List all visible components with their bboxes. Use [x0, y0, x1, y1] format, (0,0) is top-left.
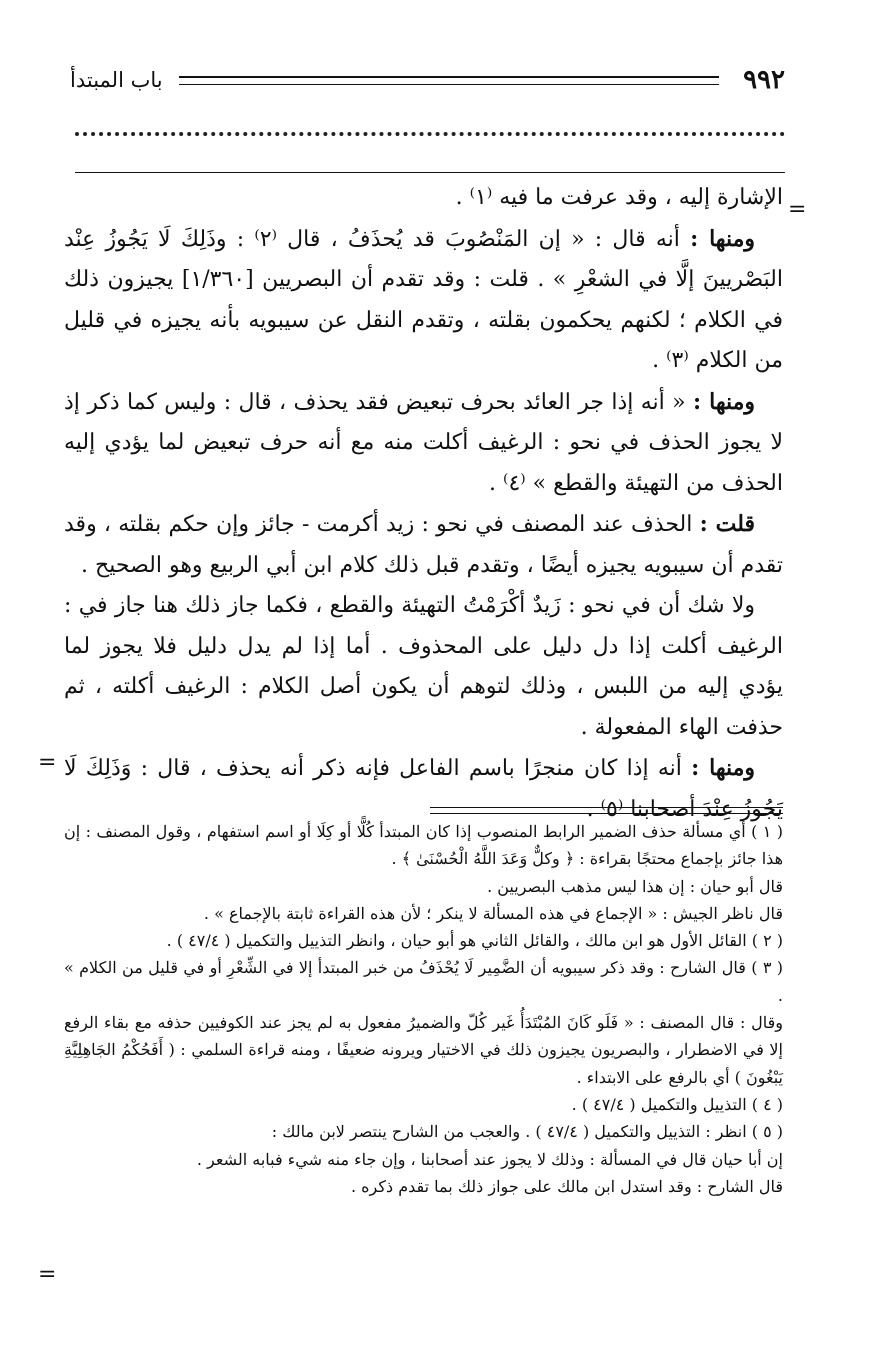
footnotes: [64, 818, 783, 1200]
footnote: وقال : قال المصنف : « فَلَو كَانَ المُبْتَدَأُ غَير كُلّ والضميرُ مفعول به لم يجز عند الكوفيين حذفه مع بقاء الرفع إلا في الاضطرار ، والبصريون يجيزون ذلك في الاختيار ويرونه ضعيفًا ، ومنه قراءة السلمي : ( أَفَحُكْمُ الجَاهِلِيَّةِ يَبْغُونَ ) أي بالرفع على الابتداء .: [64, 1013, 783, 1087]
footnote: إن أبا حيان قال في المسألة : وذلك لا يجوز عند أصحابنا ، وإن جاء منه شيء فبابه الشعر .: [196, 1149, 783, 1169]
page-number: ٩٩٢: [743, 65, 785, 95]
paragraph: [64, 382, 783, 505]
chapter-title: باب المبتدأ: [70, 68, 163, 92]
continuation-mark: =: [788, 197, 807, 222]
header-rule: [179, 76, 720, 85]
footnote: ( ٥ ) انظر : التذييل والتكميل ( ٤٧/٤ ) . والعجب من الشارح ينتصر لابن مالك :: [271, 1122, 783, 1142]
paragraph: [64, 219, 783, 382]
paragraph-text: أنه قال : « إن المَنْصُوبَ قد يُحذَفُ ، قال ⁽٢⁾ : وذَلِكَ لَا يَجُوزُ عِنْد البَصْريينَ إلَّا في الشعْرِ » . قلت : وقد تقدم أن البصريين [١/٣٦٠] يجيزون ذلك في الكلام ؛ لكنهم يحكمون بقلته ، وتقدم النقل عن سيبويه بأنه يجيزه في قليل من الكلام ⁽٣⁾ .: [64, 226, 783, 373]
footnote: ( ٤ ) التذييل والتكميل ( ٤٧/٤ ) .: [571, 1094, 783, 1114]
paragraph: الإشارة إليه ، وقد عرفت ما فيه ⁽١⁾ .: [455, 185, 783, 210]
paragraph: ولا شك أن في نحو : زَيدٌ أكْرَمْتُ التهيئة والقطع ، فكما جاز ذلك هنا جاز في : الرغيف أكلت إذا دل دليل على المحذوف . أما إذا لم يدل دليل فلا يجوز لما يؤدي إليه من اللبس ، وذلك لتوهم أن يكون أصل الكلام : الرغيف أكلته ، ثم حذفت الهاء المفعولة .: [64, 593, 783, 740]
paragraph-text: الحذف عند المصنف في نحو : زيد أكرمت - جائز وإن حكم بقلته ، وقد تقدم أن سيبويه يجيزه أيضًا ، وتقدم قبل ذلك كلام ابن أبي الربيع وهو الصحيح .: [64, 512, 783, 578]
footnote: ( ٢ ) القائل الأول هو ابن مالك ، والقائل الثاني هو أبو حيان ، وانظر التذييل والتكميل ( ٤٧/٤ ) .: [166, 931, 783, 951]
paragraph-lead: ومنها :: [690, 225, 755, 252]
footnote: قال الشارح : وقد استدل ابن مالك على جواز ذلك بما تقدم ذكره .: [351, 1176, 783, 1196]
dotted-separator: [75, 132, 785, 136]
running-header: [70, 60, 785, 100]
paragraph-text: « أنه إذا جر العائد بحرف تبعيض فقد يحذف ، قال : وليس كما ذكر إذ لا يجوز الحذف في نحو : الرغيف أكلت منه مع أنه حرف تبعيض لما يؤدي إليه الحذف من التهيئة والقطع » ⁽٤⁾ .: [64, 389, 783, 496]
separator-rule: [75, 172, 785, 173]
paragraph-lead: ومنها :: [691, 755, 756, 781]
footnote: ( ٣ ) قال الشارح : وقد ذكر سيبويه أن الضَّمِير لَا يُحْذَفُ من خبر المبتدأ إلا في الشِّعْرِ أو في قليل من الكلام » .: [64, 958, 784, 1005]
paragraph-lead: ومنها :: [692, 388, 756, 415]
footnote: ( ١ ) أي مسألة حذف الضمير الرابط المنصوب إذا كان المبتدأ كُلًّا أو كِلَا أو اسم استفهام ، وقول المصنف : إن هذا جائز بإجماع محتجًا بقراءة : ﴿ وكلٌّ وَعَدَ اللَّهُ الْحُسْنَىٰ ﴾ .: [64, 822, 784, 869]
main-text: [64, 178, 783, 830]
paragraph-lead: قلت :: [699, 511, 755, 537]
footnote: قال أبو حيان : إن هذا ليس مذهب البصريين .: [487, 876, 783, 896]
paragraph-text: أنه إذا كان منجرًا باسم الفاعل فإنه ذكر أنه يحذف ، قال : وَذَلِكَ لَا يَجُوزُ عِنْدَ أصحابنا ⁽٥⁾ .: [64, 756, 783, 822]
continuation-mark-notes: =: [38, 1262, 57, 1287]
footnote: قال ناظر الجيش : « الإجماع في هذه المسألة لا ينكر ؛ لأن هذه القراءة ثابتة بالإجماع » .: [203, 903, 783, 923]
paragraph: [64, 504, 783, 586]
footnote-separator: [430, 807, 783, 814]
continuation-mark-body: =: [38, 750, 57, 775]
